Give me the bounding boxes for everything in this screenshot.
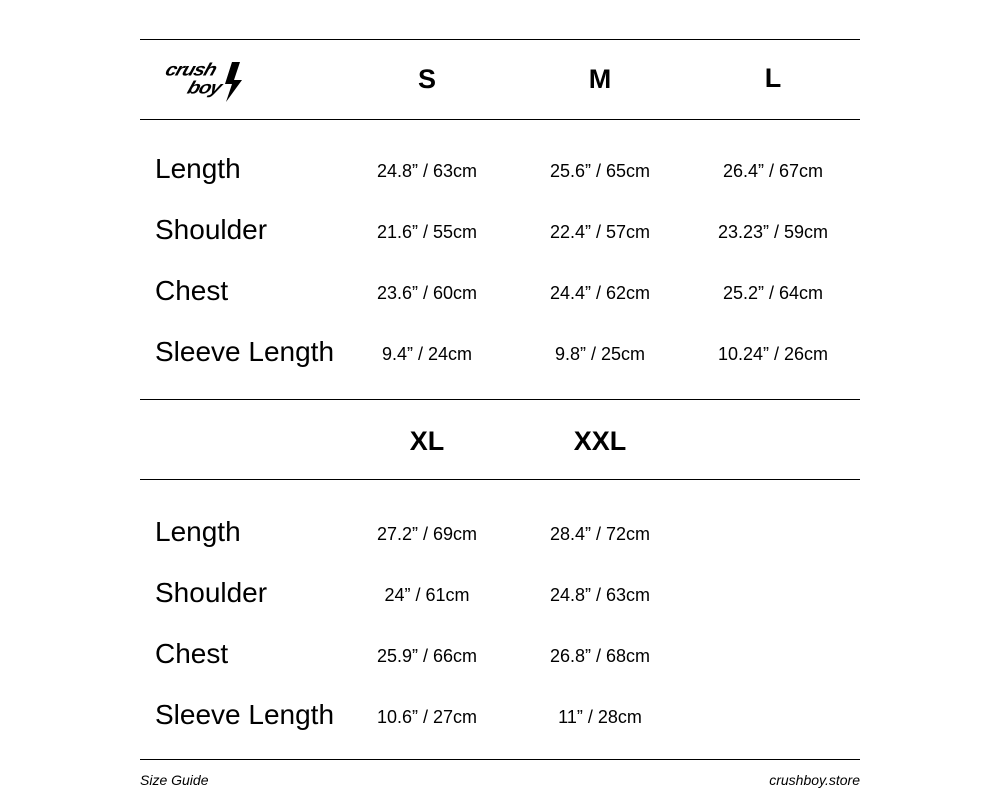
divider-below-header-2 [140, 479, 860, 480]
size-header-l: L [764, 63, 782, 93]
divider-middle [140, 399, 860, 400]
cell-length-m: 25.6” / 65cm [549, 161, 651, 181]
size-header-xl: XL [409, 426, 445, 456]
divider-below-header-1 [140, 119, 860, 120]
size-header-m: M [588, 64, 612, 94]
cell-sleeve-length-m: 9.8” / 25cm [554, 344, 646, 364]
size-header-xxl: XXL [573, 426, 627, 456]
row-label-length: Length [155, 516, 241, 547]
cell-shoulder-xxl: 24.8” / 63cm [549, 585, 651, 605]
footer-size-guide: Size Guide [140, 772, 209, 788]
row-label-chest: Chest [155, 275, 229, 306]
size-header-s: S [417, 64, 436, 94]
row-label-sleeve-length: Sleeve Length [155, 699, 335, 730]
cell-shoulder-l: 23.23” / 59cm [717, 222, 829, 242]
cell-sleeve-length-xxl: 11” / 28cm [558, 707, 642, 727]
cell-sleeve-length-xl: 10.6” / 27cm [376, 707, 478, 727]
cell-shoulder-xl: 24” / 61cm [384, 585, 470, 605]
cell-chest-l: 25.2” / 64cm [722, 283, 824, 303]
cell-chest-s: 23.6” / 60cm [376, 283, 478, 303]
cell-length-xxl: 28.4” / 72cm [549, 524, 651, 544]
brand-logo [162, 58, 258, 104]
cell-length-xl: 27.2” / 69cm [376, 524, 478, 544]
row-label-shoulder: Shoulder [155, 577, 268, 608]
cell-chest-m: 24.4” / 62cm [549, 283, 651, 303]
logo-word-crush: crush [162, 60, 219, 80]
row-label-chest: Chest [155, 638, 229, 669]
cell-sleeve-length-l: 10.24” / 26cm [717, 344, 829, 364]
cell-length-s: 24.8” / 63cm [376, 161, 478, 181]
row-label-shoulder: Shoulder [155, 214, 268, 245]
cell-shoulder-m: 22.4” / 57cm [549, 222, 651, 242]
row-label-sleeve-length: Sleeve Length [155, 336, 335, 367]
cell-shoulder-s: 21.6” / 55cm [376, 222, 478, 242]
divider-bottom [140, 759, 860, 760]
divider-top [140, 39, 860, 40]
cell-length-l: 26.4” / 67cm [722, 161, 824, 181]
row-label-length: Length [155, 153, 241, 184]
logo-bolt-mark [162, 58, 258, 104]
logo-word-boy: boy [184, 78, 224, 98]
cell-sleeve-length-s: 9.4” / 24cm [381, 344, 473, 364]
cell-chest-xl: 25.9” / 66cm [376, 646, 478, 666]
cell-chest-xxl: 26.8” / 68cm [549, 646, 651, 666]
footer-store-url: crushboy.store [769, 772, 860, 788]
